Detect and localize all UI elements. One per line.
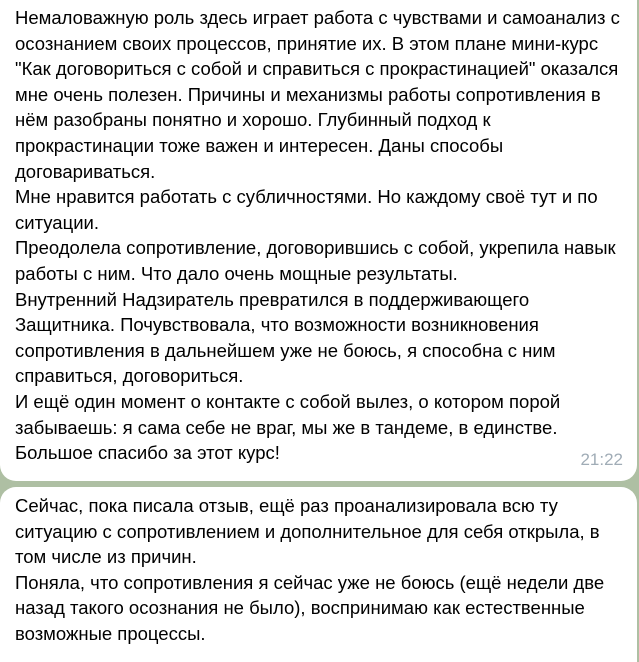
message-text: Сейчас, пока писала отзыв, ещё раз проанализировала всю ту ситуацию с сопротивлением и дополнительное для себя открыла, в том числе из причин. xyxy=(15,495,600,568)
message-text: Мне нравится работать с субличностями. Но каждому своё тут и по ситуации. xyxy=(15,186,598,233)
message-text: Немаловажную роль здесь играет работа с чувствами и самоанализ с осознанием своих процессов, принятие их. В этом плане мини-курс "Как договориться с собой и справиться с прокрастинацией" оказался мне очень полезен. Причины и механизмы работы сопротивления в нём разобраны понятно и хорошо. Глубинный подход к прокрастинации тоже важен и интересен. Даны способы договариваться. xyxy=(15,7,620,182)
message-text: И ещё один момент о контакте с собой вылез, о котором порой забываешь: я сама себе не враг, мы же в тандеме, в единстве. Большое спасибо за этот курс! xyxy=(15,390,561,464)
message-timestamp: 21:22 xyxy=(580,450,623,469)
message-bubble[interactable] xyxy=(0,487,637,662)
message-text: Внутренний Надзиратель превратился в поддерживающего Защитника. Почувствовала, что возможности возникновения сопротивления в дальнейшем уже не боюсь, я способна с ним справиться, договориться. xyxy=(15,288,556,387)
message-text: Поняла, что сопротивления я сейчас уже не боюсь (ещё недели две назад такого осознания не было), воспринимаю как естественные возможные процессы. xyxy=(15,571,605,644)
message-text: Преодолела сопротивление, договорившись с собой, укрепила навык работы с ним. Что дало очень мощные результаты. xyxy=(15,237,616,284)
